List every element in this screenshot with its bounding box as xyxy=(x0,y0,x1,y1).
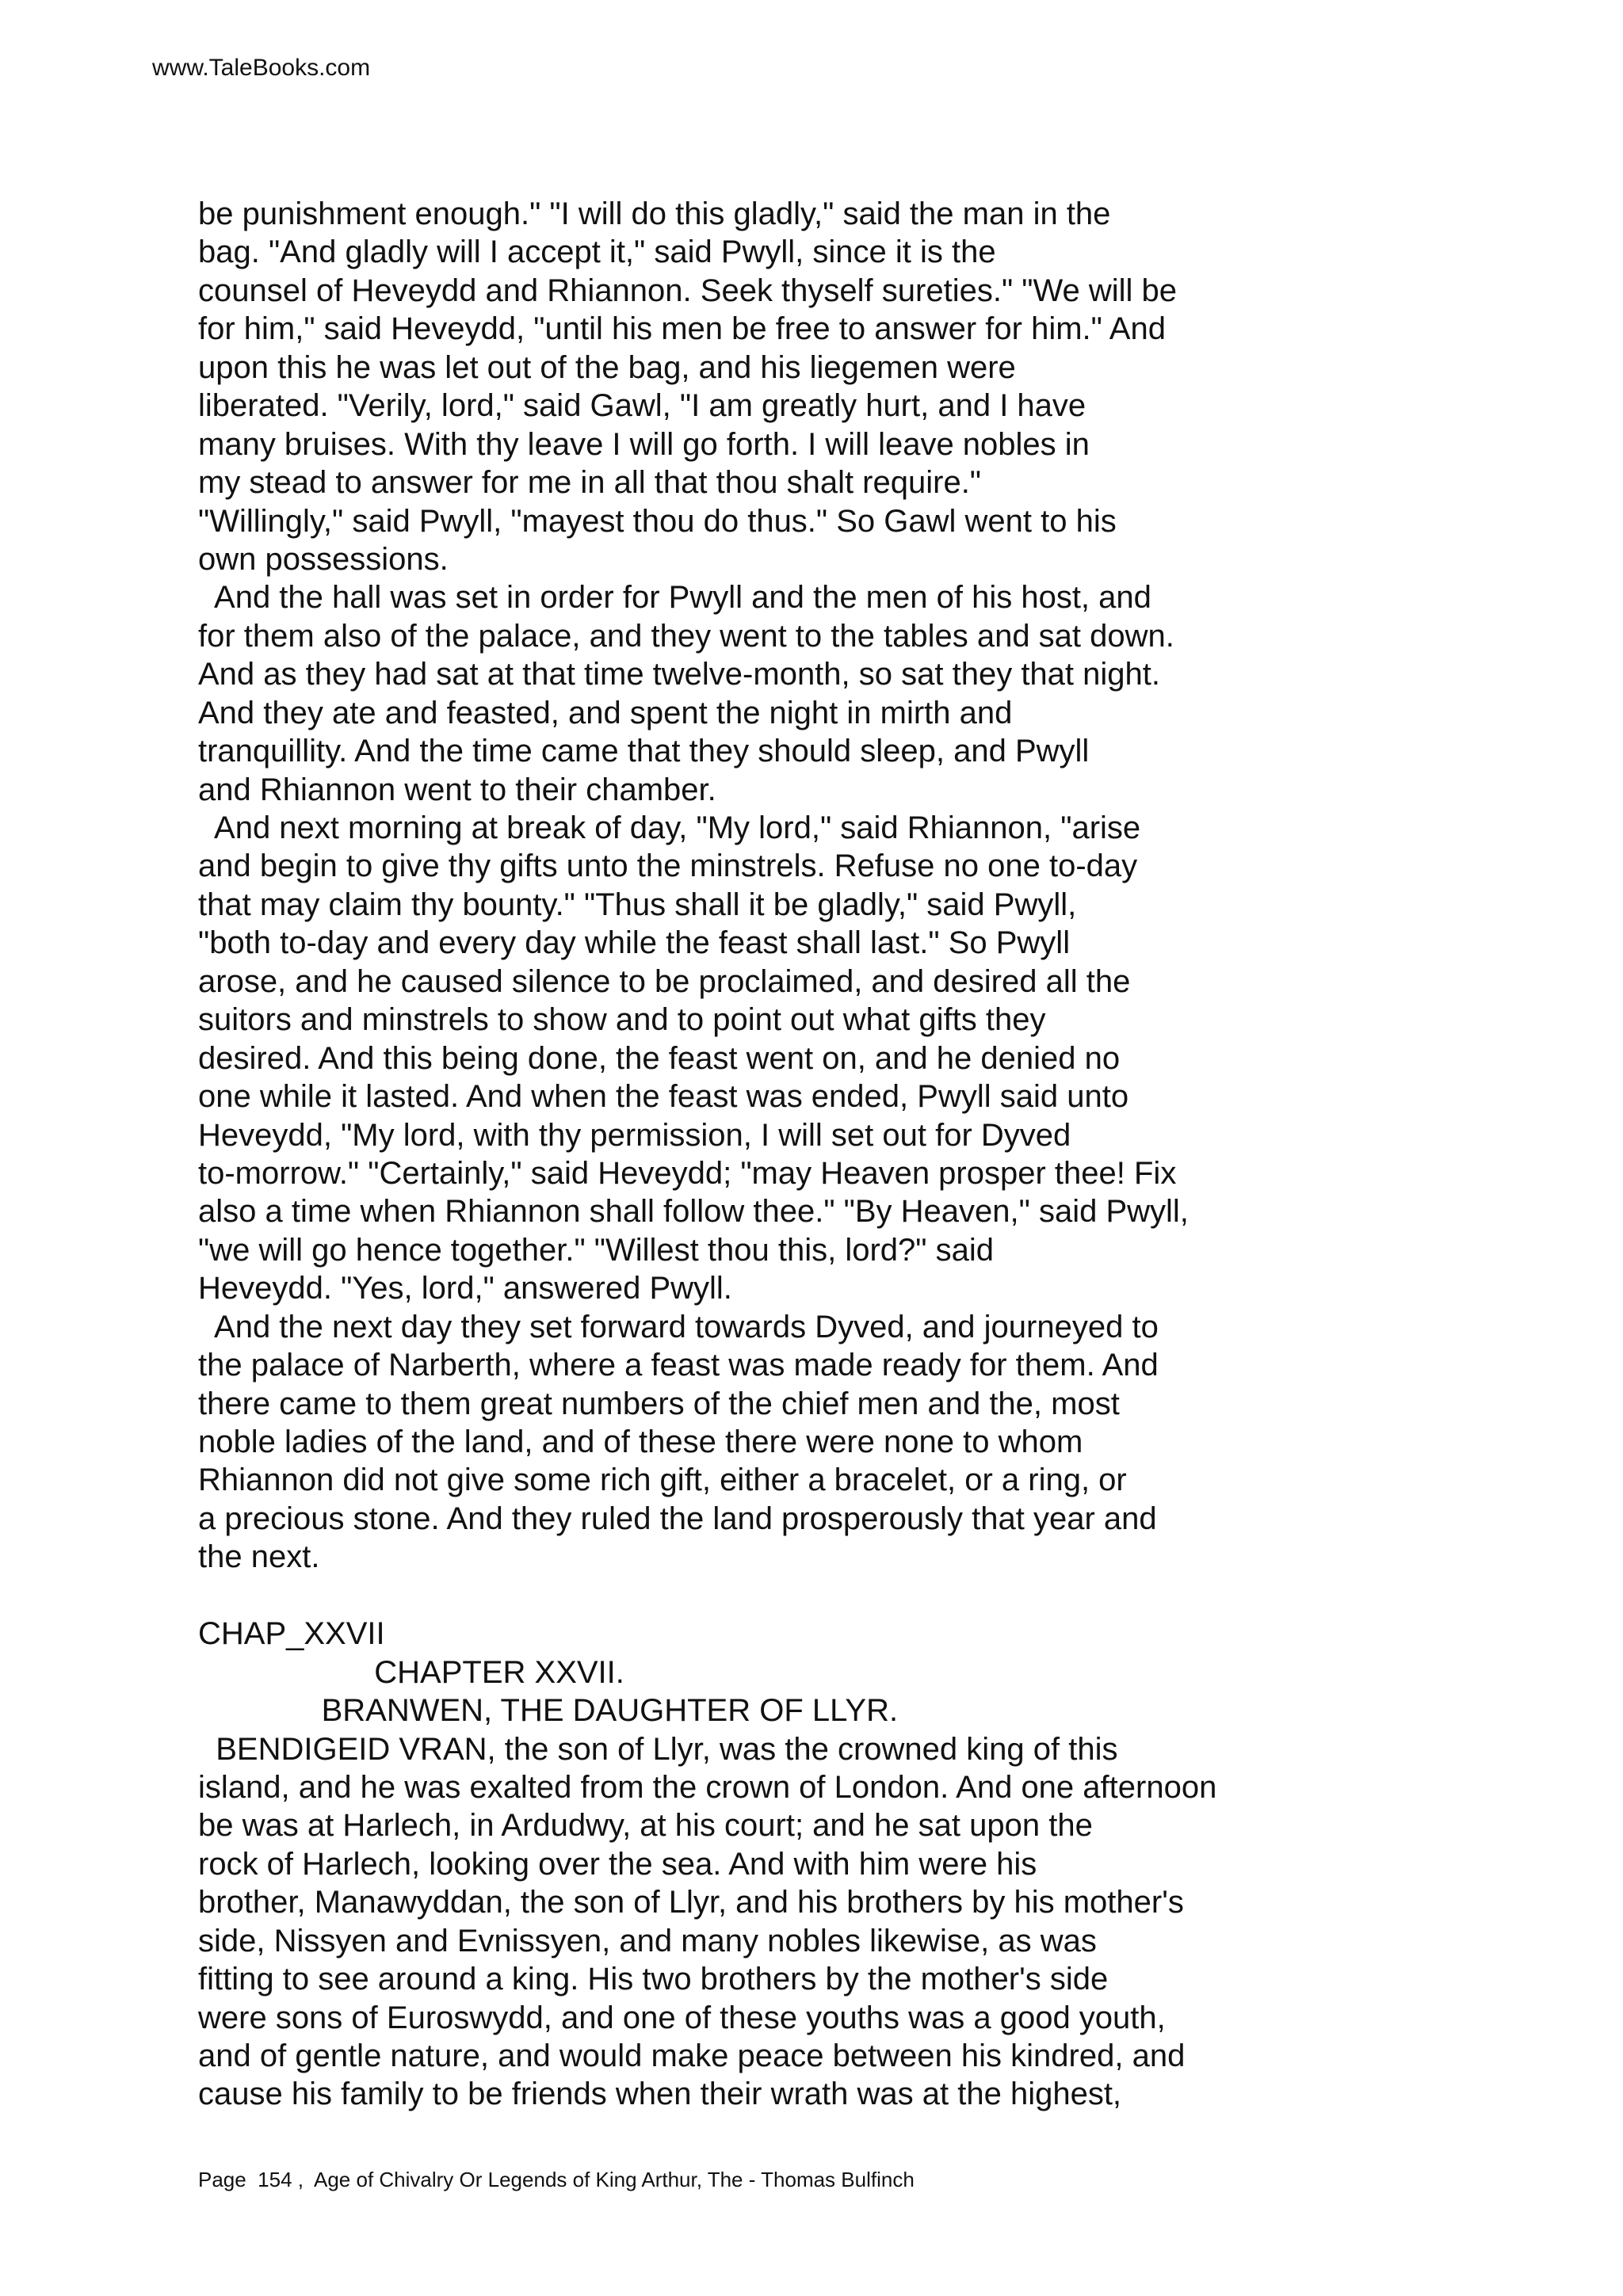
text-line: "both to-day and every day while the feast shall last." So Pwyll xyxy=(198,925,1071,961)
text-line: the palace of Narberth, where a feast was made ready for them. And xyxy=(198,1348,1159,1383)
text-line: for them also of the palace, and they went to the tables and sat down. xyxy=(198,618,1174,654)
site-header: www.TaleBooks.com xyxy=(152,55,371,81)
text-line: CHAP_XXVII xyxy=(198,1616,385,1652)
text-line: also a time when Rhiannon shall follow thee." "By Heaven," said Pwyll, xyxy=(198,1194,1189,1230)
text-line: be was at Harlech, in Ardudwy, at his court; and he sat upon the xyxy=(198,1808,1093,1844)
text-line: to-morrow." "Certainly," said Heveydd; "may Heaven prosper thee! Fix xyxy=(198,1155,1177,1191)
text-line: And as they had sat at that time twelve-month, so sat they that night. xyxy=(198,657,1161,692)
text-line: be punishment enough." "I will do this gladly," said the man in the xyxy=(198,196,1111,231)
text-line: the next. xyxy=(198,1539,320,1575)
text-line: noble ladies of the land, and of these there were none to whom xyxy=(198,1425,1083,1459)
text-line: suitors and minstrels to show and to point out what gifts they xyxy=(198,1002,1046,1038)
text-line: BENDIGEID VRAN, the son of Llyr, was the crowned king of this xyxy=(198,1731,1118,1767)
text-line: and begin to give thy gifts unto the minstrels. Refuse no one to-day xyxy=(198,849,1138,884)
body-text xyxy=(198,195,1545,2114)
text-line: And the next day they set forward towards Dyved, and journeyed to xyxy=(198,1309,1159,1344)
text-line: there came to them great numbers of the chief men and the, most xyxy=(198,1386,1120,1421)
text-line: my stead to answer for me in all that thou shalt require." xyxy=(198,465,982,501)
text-line: island, and he was exalted from the crown of London. And one afternoon xyxy=(198,1769,1217,1805)
text-line: many bruises. With thy leave I will go forth. I will leave nobles in xyxy=(198,426,1090,462)
text-line: that may claim thy bounty." "Thus shall it be gladly," said Pwyll, xyxy=(198,887,1077,922)
text-line: Heveydd, "My lord, with thy permission, I will set out for Dyved xyxy=(198,1117,1071,1153)
text-line: fitting to see around a king. His two brothers by the mother's side xyxy=(198,1962,1109,1997)
text-line: "we will go hence together." "Willest thou this, lord?" said xyxy=(198,1232,994,1268)
page-footer: Page 154 , Age of Chivalry Or Legends of King Arthur, The - Thomas Bulfinch xyxy=(198,2168,915,2191)
text-line: "Willingly," said Pwyll, "mayest thou do thus." So Gawl went to his xyxy=(198,503,1117,539)
text-line: were sons of Euroswydd, and one of these youths was a good youth, xyxy=(198,2000,1166,2035)
text-line: counsel of Heveydd and Rhiannon. Seek thyself sureties." "We will be xyxy=(198,273,1177,308)
text-line: And the hall was set in order for Pwyll and the men of his host, and xyxy=(198,580,1151,616)
text-line: rock of Harlech, looking over the sea. And with him were his xyxy=(198,1846,1037,1882)
text-line xyxy=(198,1577,1545,1615)
text-line: and of gentle nature, and would make peace between his kindred, and xyxy=(198,2039,1186,2073)
text-line: upon this he was let out of the bag, and his liegemen were xyxy=(198,349,1016,385)
text-line: brother, Manawyddan, the son of Llyr, and his brothers by his mother's xyxy=(198,1885,1184,1920)
text-line: for him," said Heveydd, "until his men be free to answer for him." And xyxy=(198,311,1166,347)
text-line: liberated. "Verily, lord," said Gawl, "I am greatly hurt, and I have xyxy=(198,388,1086,424)
text-line: And next morning at break of day, "My lord," said Rhiannon, "arise xyxy=(198,810,1141,845)
text-line: And they ate and feasted, and spent the night in mirth and xyxy=(198,695,1013,730)
text-line: desired. And this being done, the feast went on, and he denied no xyxy=(198,1040,1121,1076)
text-line: Rhiannon did not give some rich gift, either a bracelet, or a ring, or xyxy=(198,1463,1127,1498)
text-line: one while it lasted. And when the feast was ended, Pwyll said unto xyxy=(198,1079,1129,1115)
text-line: arose, and he caused silence to be proclaimed, and desired all the xyxy=(198,963,1131,999)
text-line: and Rhiannon went to their chamber. xyxy=(198,772,716,807)
text-line: bag. "And gladly will I accept it," said Pwyll, since it is the xyxy=(198,235,996,270)
text-line: Heveydd. "Yes, lord," answered Pwyll. xyxy=(198,1271,732,1306)
text-line: a precious stone. And they ruled the land prosperously that year and xyxy=(198,1501,1157,1536)
text-line: cause his family to be friends when their wrath was at the highest, xyxy=(198,2077,1122,2112)
text-line: side, Nissyen and Evnissyen, and many nobles likewise, as was xyxy=(198,1923,1097,1958)
text-line: tranquillity. And the time came that they should sleep, and Pwyll xyxy=(198,734,1090,769)
text-line: BRANWEN, THE DAUGHTER OF LLYR. xyxy=(198,1693,899,1729)
text-line: CHAPTER XXVII. xyxy=(198,1654,624,1690)
text-line: own possessions. xyxy=(198,541,449,577)
